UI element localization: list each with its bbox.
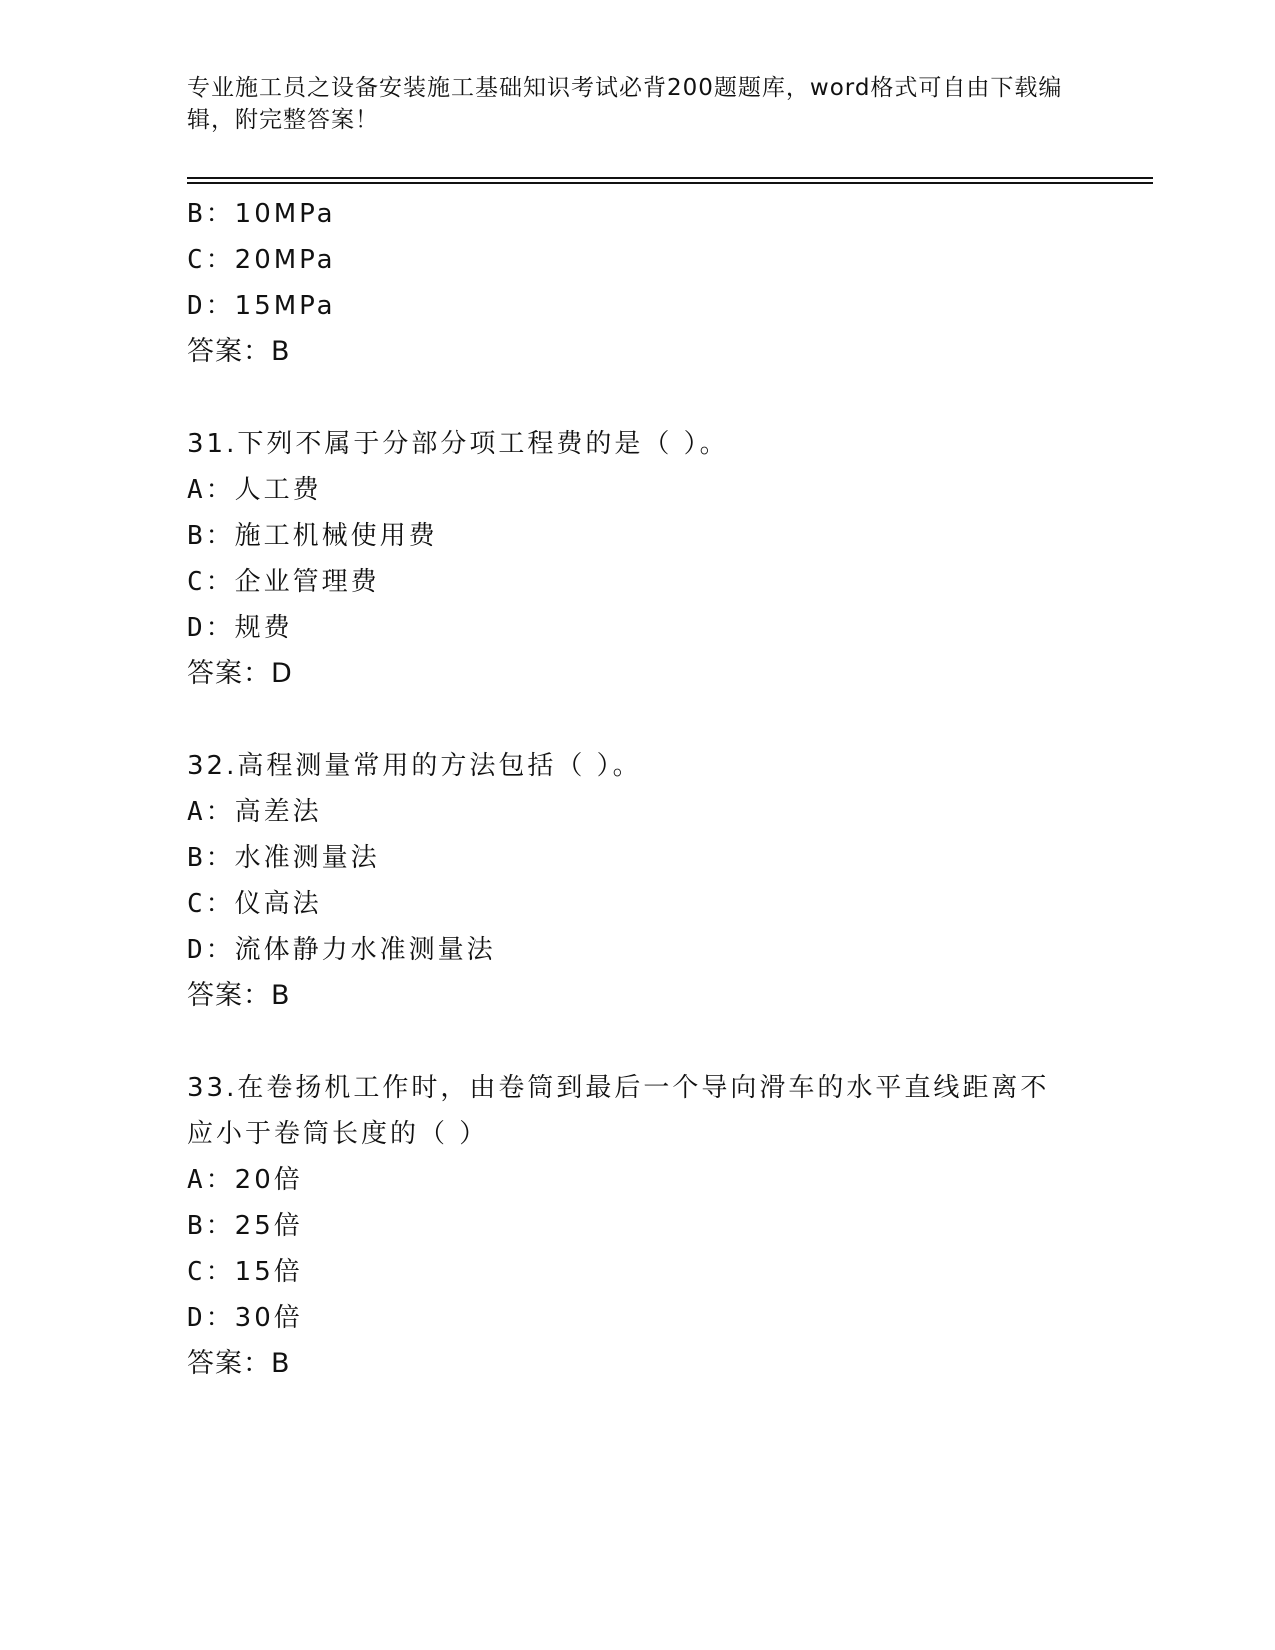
option-text: 20MPa (234, 245, 336, 275)
partial-question (187, 191, 1087, 375)
document-header: 专业施工员之设备安装施工基础知识考试必背200题题库，word格式可自由下载编辑，附完整答案！ (187, 75, 1063, 133)
option-text: 水准测量法 (234, 843, 380, 873)
question-31 (187, 421, 1087, 697)
option-text: 流体静力水准测量法 (234, 935, 496, 965)
option-text: 20倍 (234, 1165, 303, 1195)
option-c (187, 881, 1087, 927)
option-text: 10MPa (234, 199, 336, 229)
option-text: 高差法 (234, 797, 322, 827)
option-a (187, 467, 1087, 513)
option-text: 仪高法 (234, 889, 322, 919)
option-letter: C： (187, 245, 235, 275)
answer-line: 答案：B (187, 336, 291, 367)
option-letter: A： (187, 797, 235, 827)
option-c (187, 1249, 1087, 1295)
option-a (187, 1157, 1087, 1203)
answer-line: 答案：B (187, 1348, 291, 1379)
option-letter: D： (187, 935, 235, 965)
answer-line: 答案：D (187, 658, 293, 689)
question-stem: 31.下列不属于分部分项工程费的是（ ）。 (187, 429, 729, 459)
option-text: 15MPa (234, 291, 336, 321)
answer-line: 答案：B (187, 980, 291, 1011)
question-stem: 33.在卷扬机工作时，由卷筒到最后一个导向滑车的水平直线距离不应小于卷筒长度的（ ） (187, 1073, 1050, 1149)
option-text: 30倍 (234, 1303, 303, 1333)
option-c (187, 559, 1087, 605)
option-b (187, 1203, 1087, 1249)
spacer (187, 1019, 1087, 1065)
option-b (187, 835, 1087, 881)
option-text: 规费 (234, 613, 293, 643)
option-text: 15倍 (234, 1257, 303, 1287)
question-content (187, 191, 1087, 1387)
option-letter: B： (187, 521, 235, 551)
option-letter: C： (187, 889, 235, 919)
option-b (187, 191, 1087, 237)
option-letter: D： (187, 613, 235, 643)
option-letter: A： (187, 475, 235, 505)
option-text: 施工机械使用费 (234, 521, 438, 551)
question-stem: 32.高程测量常用的方法包括（ ）。 (187, 751, 642, 781)
spacer (187, 375, 1087, 421)
option-text: 25倍 (234, 1211, 303, 1241)
question-33 (187, 1065, 1087, 1387)
option-letter: C： (187, 567, 235, 597)
option-letter: B： (187, 843, 235, 873)
option-letter: D： (187, 1303, 235, 1333)
option-letter: A： (187, 1165, 235, 1195)
option-a (187, 789, 1087, 835)
header-rule-top (187, 177, 1153, 179)
option-b (187, 513, 1087, 559)
question-32 (187, 743, 1087, 1019)
option-d (187, 605, 1087, 651)
option-letter: B： (187, 199, 235, 229)
option-letter: B： (187, 1211, 235, 1241)
spacer (187, 697, 1087, 743)
option-d (187, 1295, 1087, 1341)
option-text: 人工费 (234, 475, 322, 505)
option-letter: D： (187, 291, 235, 321)
option-text: 企业管理费 (234, 567, 380, 597)
option-c (187, 237, 1087, 283)
option-d (187, 283, 1087, 329)
option-letter: C： (187, 1257, 235, 1287)
option-d (187, 927, 1087, 973)
header-rule-bottom (187, 182, 1153, 184)
